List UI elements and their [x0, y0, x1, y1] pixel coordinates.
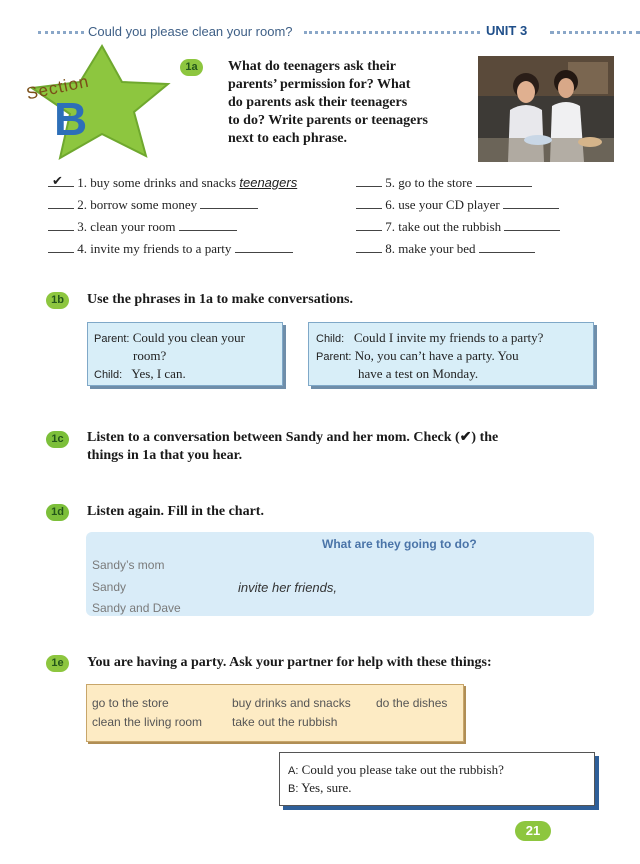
badge-1a: 1a: [180, 59, 203, 76]
section-word: Section: [24, 71, 91, 104]
instruction-1a: What do teenagers ask their parents’ permission for? What do parents ask their teenagers to do? Write parents or teenagers next to each phrase.: [228, 59, 428, 146]
phrase-text: 1. buy some drinks and snacks: [77, 175, 237, 190]
task-box: [86, 684, 464, 742]
answer-blank[interactable]: [356, 251, 382, 253]
phrase-text: 6. use your CD player: [385, 197, 500, 212]
chart-row-sandys-mom: Sandy’s mom: [92, 558, 165, 572]
convo2-line-1: Child: Could I invite my friends to a party?: [316, 330, 544, 345]
badge-1d-listen-icon: 1d: [46, 504, 69, 521]
section-star-icon: [18, 40, 178, 165]
phrase-text: 4. invite my friends to a party: [77, 241, 232, 256]
check-mark: ✔: [52, 173, 63, 188]
phrase-2: [48, 197, 258, 213]
convo1-line-2: room?: [133, 348, 167, 363]
convo1-line-3: Child: Yes, I can.: [94, 366, 186, 381]
answer-blank[interactable]: [479, 251, 535, 253]
instruction-1d: Listen again. Fill in the chart.: [87, 504, 264, 519]
example-dialog-box: [279, 752, 595, 806]
page-number: 21: [515, 821, 551, 841]
answer-text: teenagers: [239, 175, 298, 190]
task-item: do the dishes: [376, 696, 448, 710]
answer-blank[interactable]: [356, 185, 382, 187]
phrase-8: [356, 241, 535, 257]
badge-1b: 1b: [46, 292, 69, 309]
chart-row-sandy: Sandy: [92, 580, 127, 594]
answer-blank[interactable]: [504, 229, 560, 231]
kitchen-photo: [478, 56, 614, 162]
convo2-line-3: have a test on Monday.: [358, 366, 479, 381]
chart-row-sandy-and-dave: Sandy and Dave: [92, 601, 181, 615]
instruction-1c: Listen to a conversation between Sandy and her mom. Check (✔) the things in 1a that you hear.: [87, 430, 499, 463]
convo1-line-1: Parent: Could you clean your: [94, 330, 246, 345]
header-dots-left: [38, 31, 84, 34]
phrase-7: [356, 219, 560, 235]
answer-blank[interactable]: [356, 207, 382, 209]
answer-blank[interactable]: [200, 207, 258, 209]
badge-1c-listen-icon: 1c: [46, 431, 69, 448]
phrase-1: [48, 175, 297, 191]
badge-1e: 1e: [46, 655, 69, 672]
dialog-line-b: B: Yes, sure.: [288, 780, 352, 795]
phrase-3: [48, 219, 237, 235]
instruction-1e: You are having a party. Ask your partner for help with these things:: [87, 655, 492, 670]
task-item: go to the store: [92, 696, 169, 710]
phrase-text: 7. take out the rubbish: [385, 219, 502, 234]
dialog-line-a: A: Could you please take out the rubbish?: [288, 762, 504, 777]
phrase-5: [356, 175, 532, 191]
phrase-4: [48, 241, 293, 257]
answer-blank[interactable]: [48, 207, 74, 209]
answer-blank[interactable]: [48, 229, 74, 231]
phrase-text: 3. clean your room: [77, 219, 176, 234]
instruction-1b: Use the phrases in 1a to make conversations.: [87, 292, 353, 307]
phrase-6: [356, 197, 559, 213]
answer-blank[interactable]: [356, 229, 382, 231]
answer-blank[interactable]: [503, 207, 559, 209]
answer-blank[interactable]: [179, 229, 237, 231]
answer-blank[interactable]: [476, 185, 532, 187]
unit-label: UNIT 3: [486, 23, 528, 38]
task-item: clean the living room: [92, 715, 203, 729]
header-title: Could you please clean your room?: [88, 24, 293, 39]
convo2-line-2: Parent: No, you can’t have a party. You: [316, 348, 519, 363]
header-dots-right: [550, 31, 640, 34]
phrase-text: 5. go to the store: [385, 175, 473, 190]
chart-cell-sandy-answer[interactable]: invite her friends,: [238, 580, 337, 595]
section-letter: B: [54, 93, 88, 145]
chart-header: What are they going to do?: [322, 537, 477, 551]
phrase-text: 8. make your bed: [385, 241, 476, 256]
task-item: take out the rubbish: [232, 715, 338, 729]
task-item: buy drinks and snacks: [232, 696, 351, 710]
header-dots-middle: [304, 31, 480, 34]
answer-blank[interactable]: [235, 251, 293, 253]
phrase-text: 2. borrow some money: [77, 197, 198, 212]
answer-blank[interactable]: [48, 251, 74, 253]
